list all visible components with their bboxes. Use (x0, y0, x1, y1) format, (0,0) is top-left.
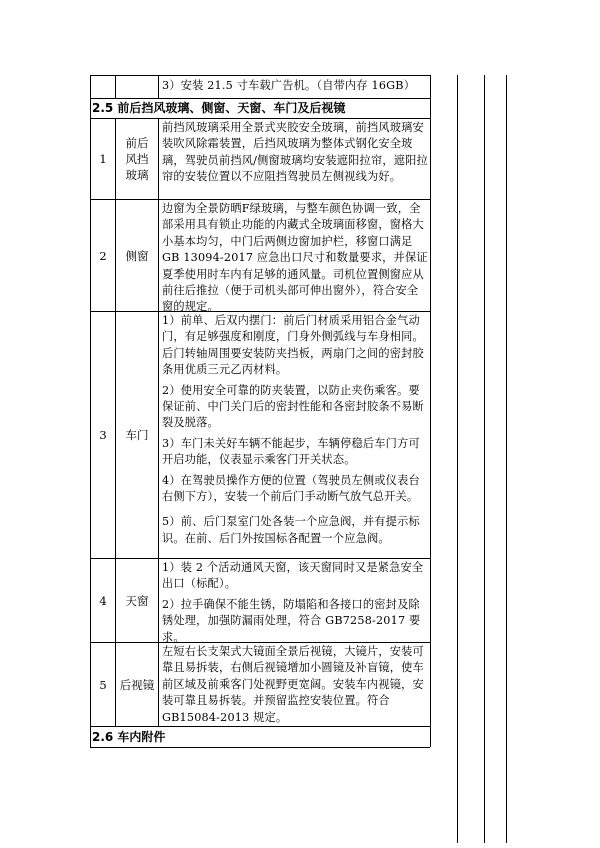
table-border-right (430, 75, 431, 747)
row-name: 车门 (125, 428, 149, 442)
section-2-6-title: 2.6 车内附件 (92, 730, 166, 744)
blank-column-rule (506, 75, 507, 843)
description-paragraph: 前挡风玻璃采用全景式夹胶安全玻璃，前挡风玻璃安装吹风除霜装置，后挡风玻璃为整体式钢化安全玻璃，驾驶员前挡风/侧窗玻璃均安装遮阳拉帘，遮阳拉帘的安装位置以不应阻挡驾驶员左侧视线为好。 (162, 121, 428, 184)
blank-column-rule (457, 75, 458, 843)
row-description (162, 120, 428, 186)
row-index: 4 (99, 593, 107, 608)
description-paragraph: 4）在驾驶员操作方便的位置（驾驶员左侧或仪表台右侧下方），安装一个前后门手动断气放气总开关。 (162, 473, 420, 504)
table-rule (90, 75, 430, 76)
section-2-5-title: 2.5 前后挡风玻璃、侧窗、天窗、车门及后视镜 (92, 101, 346, 115)
blank-column-rule (484, 75, 485, 843)
row-index: 2 (99, 248, 107, 263)
description-paragraph: 左短右长支架式大镜面全景后视镜，大镜片，安装可靠且易拆装，右侧后视镜增加小圆镜及补盲镜，使车前区域及前乘客门处视野更宽阔。安装车内视镜，安装可靠且易拆装。并预留监控安装位置。符合 GB15084-2013 规定。 (162, 645, 424, 724)
row-name: 侧窗 (125, 248, 149, 263)
row-description (162, 560, 428, 646)
description-paragraph: 边窗为全景防晒F绿玻璃，与整车颜色协调一致，全部采用具有锁止功能的内藏式全玻璃面移窗，窗格大小基本均匀，中门后两侧边窗加护栏，移窗口满足 GB 13094-2017 应急出口尺寸和数量要求，并保证夏季使用时车内有足够的通风量。司机位置侧窗应从前往后推拉（便于司机头部可伸出窗外），符合安全窗的规定。 (162, 202, 428, 314)
description-paragraph: 2）使用安全可靠的防夹装置，以防止夹伤乘客。要保证前、中门关门后的密封性能和各密封胶条不易断裂及脱落。 (162, 383, 424, 430)
name-column-rule (158, 75, 159, 98)
index-column-rule (115, 75, 116, 98)
row-index: 5 (99, 677, 107, 692)
description-paragraph: 3）车门未关好车辆不能起步，车辆停稳后车门方可开启功能，仪表显示乘客门开关状态。 (162, 436, 420, 467)
table-rule (90, 98, 430, 99)
row-description (162, 313, 428, 547)
description-paragraph: 1）前单、后双内摆门：前后门材质采用铝合金气动门，有足够强度和刚度，门身外侧弧线与车身相同。后门转轴周围要安装防夹挡板，两扇门之间的密封胶条用优质三元乙丙材料。 (162, 314, 424, 377)
table-rule (90, 747, 430, 748)
name-column-rule (158, 118, 159, 726)
top-row-text: 3）安装 21.5 寸车载广告机。（自带内存 16GB） (162, 79, 416, 92)
row-name: 天窗 (125, 593, 149, 608)
row-name: 后视镜 (119, 677, 155, 692)
description-paragraph: 5）前、后门泵室门处各装一个应急阀，并有提示标识。在前、后门外按国标各配置一个应急阀。 (162, 515, 420, 545)
row-index: 1 (99, 152, 107, 166)
row-description (162, 644, 428, 726)
description-paragraph: 2）拉手确保不能生锈，防塌陷和各接口的密封及除锈处理，加强防漏雨处理，符合 GB7258-2017 要求。 (162, 597, 421, 644)
table-rule (90, 726, 430, 727)
row-index: 3 (99, 428, 107, 442)
row-description (162, 201, 428, 316)
row-name: 前后风挡玻璃 (125, 136, 149, 182)
description-paragraph: 1）装 2 个活动通风天窗，该天窗同时又是紧急安全出口（标配）。 (162, 561, 424, 591)
